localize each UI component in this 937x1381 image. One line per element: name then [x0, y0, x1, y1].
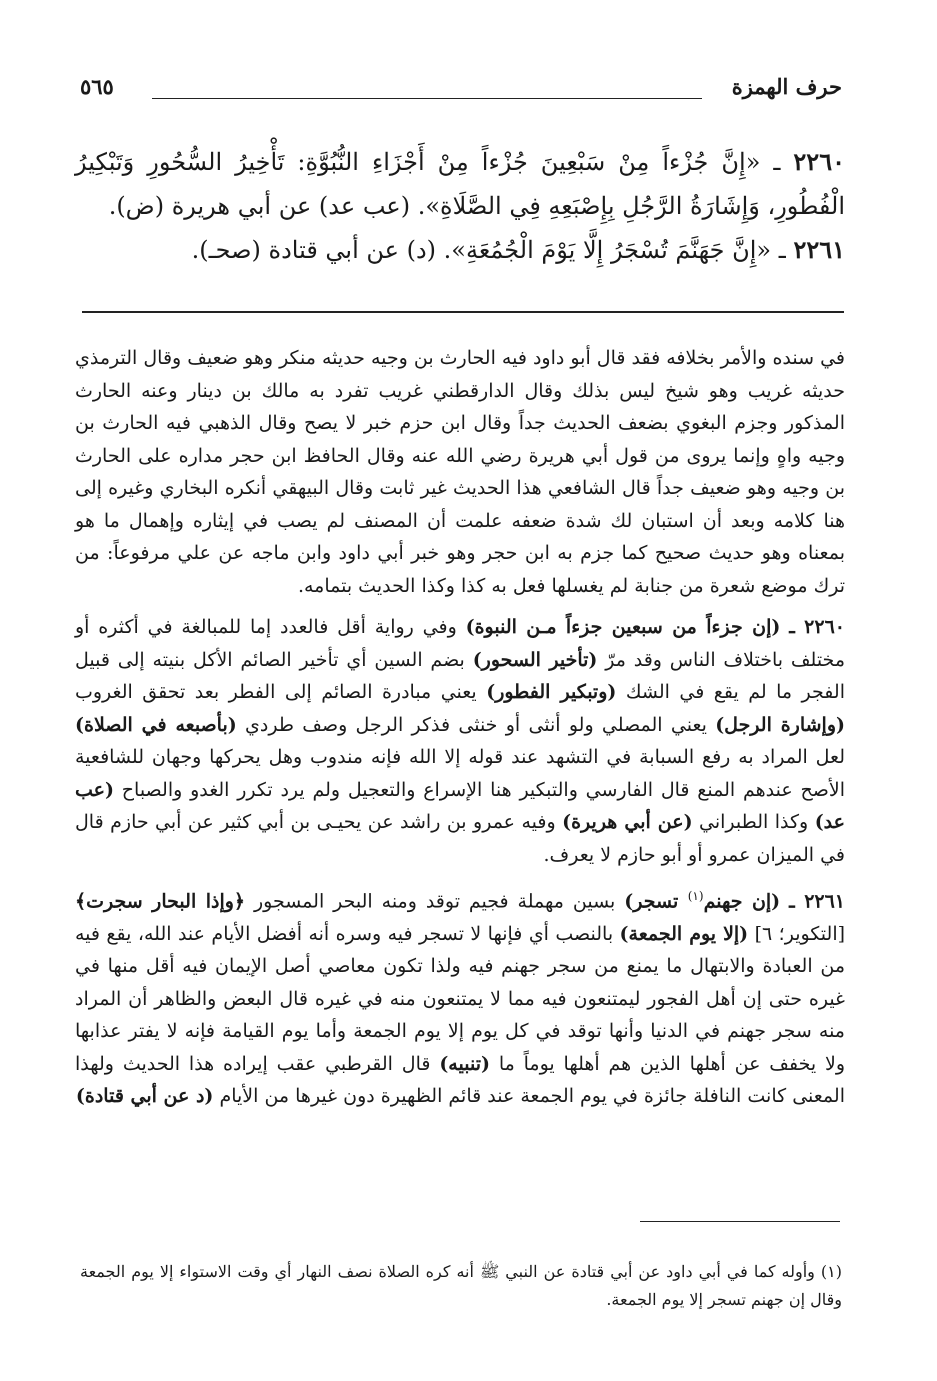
- bold-quote: (تأخير السحور): [472, 648, 598, 671]
- commentary-text: وفي رواية أقل فالعدد إما للمبالغة في أكثره أو مختلف باختلاف الناس وقد مرّ: [75, 616, 845, 671]
- bold-quote: (بأصبعه في الصلاة): [75, 713, 237, 736]
- commentary-2261: [75, 880, 845, 1113]
- bold-quote: (وإشارة الرجل): [715, 713, 846, 736]
- commentary-text: بسين مهملة فجيم توقد ومنه البحر المسجور: [245, 890, 625, 913]
- commentary-text: وكذا الطبراني: [692, 811, 815, 833]
- dash: ـ: [760, 148, 781, 176]
- hadith-number: ٢٢٦٠: [793, 147, 845, 176]
- footnote-reference[interactable]: (١): [687, 889, 704, 903]
- commentary-text: يعني مبادرة الصائم إلى الفطر بعد تحقق الغروب: [75, 681, 487, 703]
- commentary-text: لعل المراد به رفع السبابة في التشهد عند قوله إلا الله فإنه مندوب وهل يحركها وجهان للشافعية الأصح عندهم المنع قال الفارسي والتبكير هنا الإسراع والتعجيل ولم يرد تكرر الغدو والصباح: [75, 746, 845, 801]
- chapter-title: حرف الهمزة: [731, 74, 842, 99]
- bold-quote: (إلا يوم الجمعة): [619, 922, 749, 945]
- commentary-number: ٢٢٦٠ ـ: [789, 616, 845, 638]
- bold-quote: (د عن أبي قتادة): [75, 1085, 214, 1108]
- bold-quote: (إن جهنم: [703, 890, 781, 913]
- hadith-text: «إِنَّ جُزْءاً مِنْ سَبْعِينَ جُزْءاً مِنْ أَجْزَاءِ النُّبُوَّةِ: تَأْخِيرُ السُّحُورِ وَتَبْكِيرُ الْفُطُورِ، وَإِشَارَةُ الرَّجُلِ بِإِصْبَعِهِ فِي الصَّلَاةِ». (عب عد) عن أبي هريرة (ض).: [75, 148, 845, 220]
- commentary-2260: [75, 611, 845, 871]
- commentary: [75, 342, 845, 1122]
- bold-quote: (إن جزءاً من سبعين جزءاً مـن النبوة): [465, 616, 781, 638]
- footnote-rule: [640, 1221, 840, 1222]
- commentary-text: قال القرطبي عقب إيراده هذا الحديث ولهذا المعنى كانت النافلة جائزة في يوم الجمعة عند قائم الظهيرة دون غيرها من الأيام: [75, 1052, 845, 1108]
- header-rule: [152, 98, 702, 99]
- commentary-text: يعني المصلي ولو أنثى أو خنثى فذكر الرجل وصف طردي: [236, 713, 716, 736]
- bold-quote: (عب عد): [75, 778, 845, 833]
- bold-quote: (تنبيه): [439, 1052, 490, 1075]
- main-separator-rule: [82, 311, 844, 313]
- page-number: ٥٦٥: [80, 74, 114, 99]
- commentary-number: ٢٢٦١ ـ: [789, 890, 846, 913]
- footnote: [80, 1258, 842, 1314]
- commentary-text: [التكوير؛ ٦]: [748, 922, 846, 945]
- bold-quote: (عن أبي هريرة): [562, 811, 693, 833]
- hadith-text: «إِنَّ جَهَنَّمَ تُسْجَرُ إِلَّا يَوْمَ الْجُمُعَةِ». (د) عن أبي قتادة (صحـ).: [191, 236, 772, 264]
- hadith-number: ٢٢٦١: [793, 235, 845, 264]
- bold-quote: تسجر): [624, 890, 688, 913]
- running-header: [80, 74, 842, 110]
- commentary-text: بضم السين أي تأخير الصائم الأكل بنيته إلى قبيل الفجر ما لم يقع في الشك: [75, 648, 845, 703]
- commentary-text: بالنصب أي فإنها لا تسجر فيه وسره أنه أفضل الأيام عند الله، يقع فيه من العبادة والابتهال ما يمنع من سجر جهنم فيه ولذا تكون معاصي أصل الإيمان فيه أقل منها في غيره حتى إن أهل الفجور ليمتنعون فيه مما لا يمتنعون منه في غيره قال البعض والظاهر أن المراد منه سجر جهنم في الدنيا وأنها توقد في كل يوم إلا يوم الجمعة وأما يوم القيامة فإنه لا يفتر عذابها ولا يخفف عن أهلها الذين هم أهلها يوماً ما: [75, 922, 846, 1075]
- hadith-2261: [75, 228, 845, 272]
- footnote-text: (١) وأوله كما في أبي داود عن أبي قتادة عن النبي ﷺ أنه كره الصلاة نصف النهار أي وقت الاستواء إلا يوم الجمعة وقال إن جهنم تسجر إلا يوم الجمعة.: [80, 1262, 842, 1309]
- dash: ـ: [771, 236, 786, 264]
- hadith-texts: [75, 140, 845, 272]
- hadith-2260: [75, 140, 845, 228]
- commentary-continuation: في سنده والأمر بخلافه فقد قال أبو داود فيه الحارث بن وجيه حديثه منكر وهو ضعيف وقال الترمذي حديثه غريب وهو شيخ ليس بذلك وقال الدارقطني غريب تفرد به مالك بن دينار وعنه الحارث المذكور وجزم البغوي بضعف الحديث جداً وقال ابن حزم خبر لا يصح وقال الذهبي فيه الحارث بن وجيه واهٍ وإنما يروى من قول أبي هريرة رضي الله عنه وقال الحافظ ابن حجر مداره على الحارث بن وجيه وهو ضعيف جداً قال الشافعي هذا الحديث غير ثابت وقال البيهقي أنكره البخاري وغيره إلى هنا كلامه وبعد أن استبان لك شدة ضعفه علمت أن المصنف لم يصب في إيثاره وإهمال ما هو بمعناه وهو حديث صحيح كما جزم به ابن حجر وهو خبر أبي داود وابن ماجه عن علي مرفوعاً: من ترك موضع شعرة من جنابة لم يغسلها فعل به كذا وكذا الحديث بتمامه.: [75, 347, 845, 597]
- bold-quote: (وتبكير الفطور): [486, 681, 617, 703]
- quran-quote: ﴿وإذا البحار سجرت﴾: [75, 890, 246, 913]
- commentary-text: وفيه عمرو بن راشد عن يحيـى بن أبي كثير عن أبي حازم قال في الميزان عمرو أو أبو حازم لا يعرف.: [75, 811, 845, 866]
